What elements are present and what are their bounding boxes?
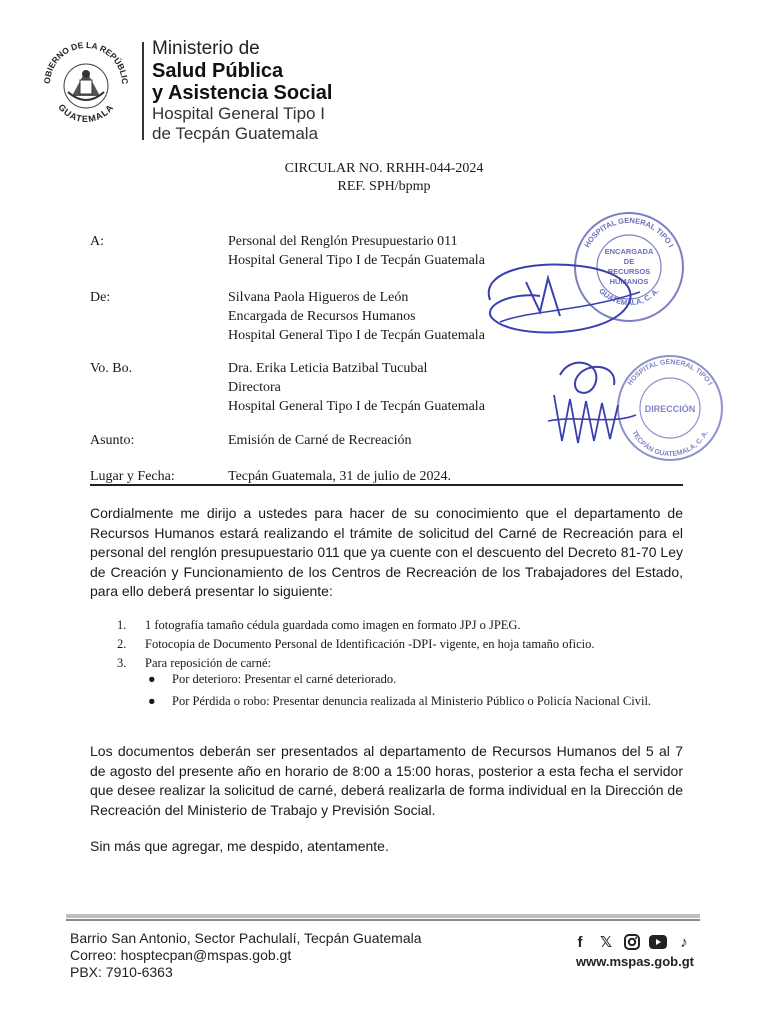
x-icon[interactable]: 𝕏 <box>599 934 613 951</box>
hospital-line-1: Hospital General Tipo I <box>152 104 325 123</box>
from-value-3: Hospital General Tipo I de Tecpán Guatemala <box>228 328 485 343</box>
list-item-number: 3. <box>117 656 127 670</box>
footer-contact <box>70 930 422 981</box>
subject-label: Asunto: <box>90 433 135 448</box>
svg-text:GOBIERNO DE LA REPÚBLICA: OBIERNO DE LA REPÚBLIC <box>41 39 131 85</box>
from-label: De: <box>90 290 111 305</box>
circular-ref: REF. SPH/bpmp <box>337 179 431 194</box>
deadline-paragraph: Los documentos deberán ser presentados al departamento de Recursos Humanos del 5 al 7 de agosto del presente año en horario de 8:00 a 15:00 horas, posterior a esta fecha el servidor que desee realizar la solicitud de carné, deberá realizarla de forma individual en la Dirección de Recreación del Ministerio de Trabajo y Previsión Social. <box>90 743 683 818</box>
director-stamp-ring-top: HOSPITAL GENERAL TIPO I <box>626 358 714 387</box>
director-stamp-ring-bottom: TECPÁN GUATEMALA, C. A. <box>630 429 710 459</box>
bullet-text: Por deterioro: Presentar el carné deteriorado. <box>172 672 397 686</box>
subject-value: Emisión de Carné de Recreación <box>228 433 412 448</box>
list-item-text: 1 fotografía tamaño cédula guardada como imagen en formato JPJ o JPEG. <box>145 618 521 632</box>
circular-number: CIRCULAR NO. RRHH-044-2024 <box>284 161 484 176</box>
list-item-number: 1. <box>117 618 127 632</box>
list-item-text: Para reposición de carné: <box>145 656 271 670</box>
hr-stamp-center-2: DE <box>623 257 635 266</box>
vobo-label: Vo. Bo. <box>90 361 133 376</box>
social-links <box>570 932 694 952</box>
place-date-value: Tecpán Guatemala, 31 de julio de 2024. <box>228 469 451 484</box>
hospital-line-2: de Tecpán Guatemala <box>152 124 319 143</box>
place-date-label: Lugar y Fecha: <box>90 469 175 484</box>
hr-stamp-center-4: HUMANOS <box>609 277 649 286</box>
vobo-value-1: Dra. Erika Leticia Batzibal Tucubal <box>228 361 428 376</box>
hr-stamp-center-3: RECURSOS <box>607 267 651 276</box>
ministry-line-3: y Asistencia Social <box>152 82 333 104</box>
facebook-icon[interactable]: f <box>577 933 583 951</box>
instagram-icon[interactable] <box>622 932 642 952</box>
footer-email: Correo: hosptecpan@mspas.gob.gt <box>70 947 292 963</box>
tiktok-icon[interactable]: ♪ <box>680 933 688 951</box>
bullet-text: Por Pérdida o robo: Presentar denuncia realizada al Ministerio Público o Policía Nacional Civil. <box>172 694 652 708</box>
hr-stamp-ring-top: HOSPITAL GENERAL TIPO I <box>582 215 676 250</box>
svg-text:HOSPITAL GENERAL TIPO I <box>583 216 676 249</box>
to-label: A: <box>90 234 104 249</box>
list-item-text: Fotocopia de Documento Personal de Identificación -DPI- vigente, en hoja tamaño oficio. <box>145 637 595 651</box>
ministry-line-1: Ministerio de <box>152 38 260 59</box>
government-seal-logo <box>38 36 134 132</box>
youtube-icon[interactable] <box>648 932 668 952</box>
closing-line: Sin más que agregar, me despido, atentamente. <box>90 838 389 854</box>
to-value-2: Hospital General Tipo I de Tecpán Guatemala <box>228 253 485 268</box>
footer-divider <box>66 914 700 918</box>
intro-paragraph: Cordialmente me dirijo a ustedes para hacer de su conocimiento que el departamento de Recursos Humanos estará realizando el trámite de solicitud del Carné de Recreación para el personal del renglón presupuestario 011 que ya cuente con el descuento del Decreto 81-70 Ley de Creación y Funcionamiento de los Centros de Recreación de los Trabajadores del Estado, para ello deberá presentar lo siguiente: <box>90 505 683 599</box>
list-item <box>117 616 687 634</box>
list-item <box>117 635 687 653</box>
bullet-icon: ● <box>148 672 156 686</box>
hr-stamp-ring-bottom: GUATEMALA, C. A. <box>597 286 661 308</box>
meta-divider <box>90 484 683 486</box>
hr-signature <box>470 252 650 344</box>
vobo-value-2: Directora <box>228 380 281 395</box>
ministry-heading <box>152 38 452 144</box>
header-divider <box>142 42 144 140</box>
footer-pbx: PBX: 7910-6363 <box>70 964 173 980</box>
director-signature <box>540 355 640 451</box>
list-item-number: 2. <box>117 637 127 651</box>
footer-website[interactable]: www.mspas.gob.gt <box>576 954 694 969</box>
footer-address: Barrio San Antonio, Sector Pachulalí, Tecpán Guatemala <box>70 930 422 946</box>
svg-text:GUATEMALA: GUATEMALA <box>56 102 116 125</box>
bullet-icon: ● <box>148 694 156 708</box>
director-stamp-center: DIRECCIÓN <box>644 404 696 414</box>
ministry-line-2: Salud Pública <box>152 60 284 82</box>
hr-stamp-center-1: ENCARGADA <box>604 247 654 256</box>
footer-divider-thin <box>66 919 700 921</box>
from-value-1: Silvana Paola Higueros de León <box>228 290 409 305</box>
from-value-2: Encargada de Recursos Humanos <box>228 309 416 324</box>
to-value-1: Personal del Renglón Presupuestario 011 <box>228 234 458 249</box>
vobo-value-3: Hospital General Tipo I de Tecpán Guatemala <box>228 399 485 414</box>
svg-text:TECPÁN GUATEMALA, C. A. <box>630 430 710 458</box>
circular-heading <box>0 160 768 196</box>
